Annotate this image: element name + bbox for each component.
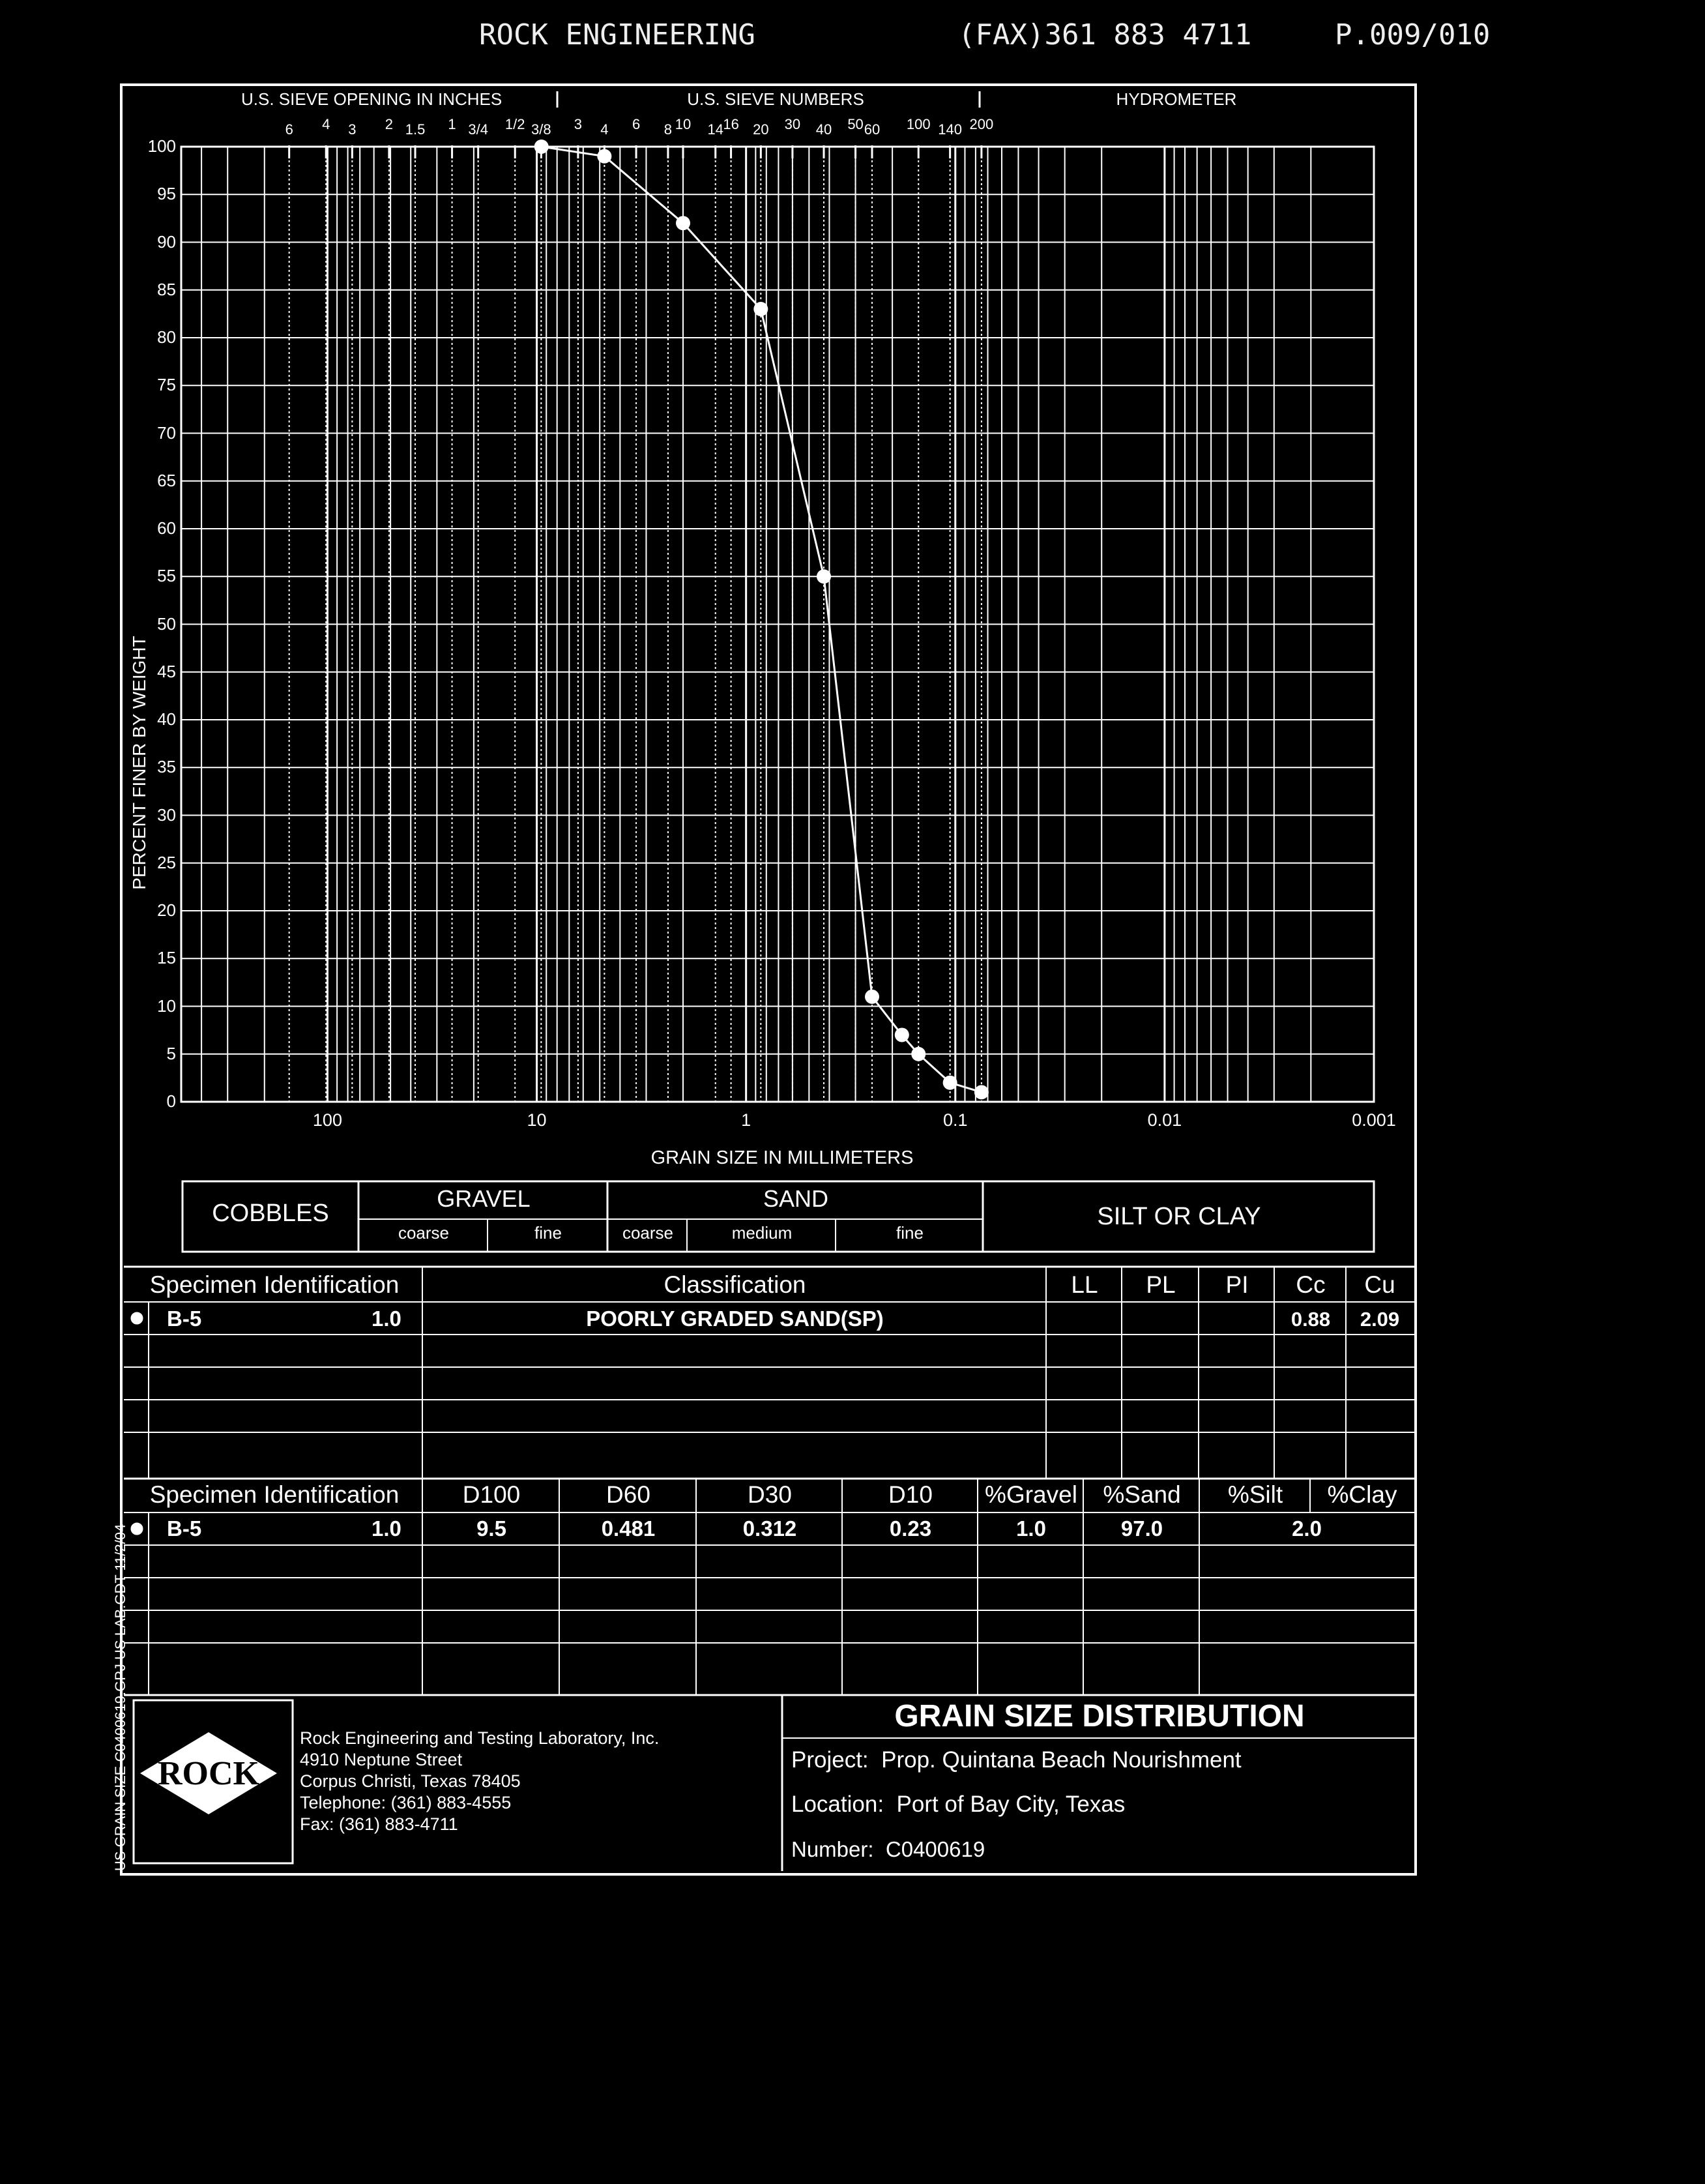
- rock-logo: [139, 1731, 278, 1816]
- t1-row-specimen: B-5: [167, 1306, 202, 1331]
- x-tick-label-3: 0.1: [942, 1110, 968, 1130]
- t1-header-cc: Cc: [1296, 1271, 1326, 1298]
- sieve-label-6: 3/4: [468, 121, 488, 138]
- sieve-label-20: 60: [864, 121, 881, 138]
- silt-clay-label: SILT OR CLAY: [1097, 1203, 1261, 1230]
- sieve-label-13: 10: [675, 116, 692, 132]
- t2-row-d10: 0.23: [889, 1516, 932, 1541]
- t2-header-clay: %Clay: [1327, 1481, 1397, 1508]
- sieve-label-21: 100: [906, 116, 931, 132]
- sieve-label-17: 30: [784, 116, 801, 132]
- t2-header-gravel: %Gravel: [985, 1481, 1077, 1508]
- sieve-label-15: 16: [723, 116, 739, 132]
- sand-fine-label: fine: [896, 1223, 924, 1243]
- y-tick-label-10: 10: [157, 996, 176, 1016]
- sieve-label-5: 1: [448, 116, 456, 132]
- t2-header-d100: D100: [462, 1481, 521, 1508]
- y-tick-label-70: 70: [157, 422, 176, 443]
- t1-header-classification: Classification: [663, 1271, 806, 1298]
- y-tick-label-80: 80: [157, 327, 176, 347]
- t2-header-d60: D60: [606, 1481, 650, 1508]
- y-tick-label-55: 55: [157, 566, 176, 586]
- fax-header-number: (FAX)361 883 4711: [958, 18, 1252, 52]
- x-axis-label: GRAIN SIZE IN MILLIMETERS: [650, 1147, 914, 1168]
- y-tick-label-90: 90: [157, 231, 176, 252]
- location-value: Port of Bay City, Texas: [896, 1792, 1126, 1817]
- section-hydrometer: HYDROMETER: [1116, 89, 1237, 109]
- sieve-label-0: 6: [285, 121, 293, 138]
- gravel-fine-label: fine: [534, 1223, 562, 1243]
- sieve-label-14: 14: [707, 121, 723, 138]
- y-tick-label-60: 60: [157, 518, 176, 538]
- data-point-4: [817, 569, 831, 583]
- y-tick-label-40: 40: [157, 709, 176, 729]
- x-tick-label-2: 1: [741, 1110, 751, 1130]
- y-tick-label-30: 30: [157, 804, 176, 825]
- number-label: Number:: [791, 1837, 874, 1861]
- data-point-1: [597, 149, 611, 164]
- t2-row-silt-clay: 2.0: [1292, 1516, 1322, 1541]
- t1-header-cu: Cu: [1364, 1271, 1395, 1298]
- outer-frame: [121, 85, 1416, 1874]
- data-point-6: [895, 1027, 909, 1042]
- t2-row-marker-dot: [131, 1523, 143, 1535]
- fax-header-page: P.009/010: [1335, 18, 1491, 52]
- sieve-label-19: 50: [847, 116, 864, 132]
- y-tick-label-35: 35: [157, 757, 176, 777]
- company-phone: Telephone: (361) 883-4555: [300, 1793, 512, 1812]
- t2-row-sand: 97.0: [1120, 1516, 1163, 1541]
- data-point-2: [676, 216, 690, 230]
- data-point-0: [534, 140, 549, 154]
- data-point-9: [974, 1085, 989, 1099]
- gravel-label: GRAVEL: [437, 1185, 531, 1212]
- sieve-label-10: 4: [600, 121, 609, 138]
- sand-coarse-label: coarse: [622, 1223, 674, 1243]
- location-label: Location:: [791, 1792, 884, 1817]
- y-tick-label-95: 95: [157, 184, 176, 204]
- sieve-label-2: 3: [348, 121, 357, 138]
- t2-header-d10: D10: [888, 1481, 933, 1508]
- sieve-label-16: 20: [753, 121, 769, 138]
- data-point-5: [865, 990, 879, 1004]
- gravel-coarse-label: coarse: [398, 1223, 450, 1243]
- t1-row-cu: 2.09: [1360, 1308, 1400, 1331]
- data-point-7: [911, 1047, 925, 1061]
- sieve-label-8: 3/8: [531, 121, 551, 138]
- t1-row-marker-dot: [131, 1312, 143, 1324]
- t2-row-depth: 1.0: [372, 1516, 401, 1541]
- t1-row-depth: 1.0: [372, 1306, 401, 1331]
- y-tick-label-65: 65: [157, 470, 176, 490]
- chart-grid: [181, 147, 1374, 1102]
- sieve-label-9: 3: [574, 116, 582, 132]
- location-line: [791, 1792, 1125, 1818]
- sand-medium-label: medium: [731, 1223, 793, 1243]
- y-tick-label-25: 25: [157, 852, 176, 872]
- company-fax: Fax: (361) 883-4711: [300, 1814, 458, 1834]
- t2-row-d100: 9.5: [476, 1516, 506, 1541]
- y-tick-label-20: 20: [157, 900, 176, 920]
- y-tick-label-85: 85: [157, 279, 176, 299]
- y-tick-label-5: 5: [166, 1043, 176, 1063]
- y-tick-label-75: 75: [157, 375, 176, 395]
- y-tick-label-0: 0: [166, 1091, 176, 1111]
- cobbles-label: COBBLES: [212, 1200, 329, 1227]
- sand-label: SAND: [763, 1185, 829, 1212]
- t1-row-classification: POORLY GRADED SAND(SP): [586, 1306, 884, 1331]
- company-info: [300, 1728, 659, 1835]
- sieve-label-12: 8: [663, 121, 673, 138]
- t2-header-specimen: Specimen Identification: [149, 1481, 400, 1508]
- x-tick-label-0: 100: [312, 1110, 342, 1130]
- project-line: [791, 1747, 1242, 1773]
- sieve-label-3: 2: [385, 116, 394, 132]
- project-label: Project:: [791, 1747, 869, 1773]
- t1-row-cc: 0.88: [1290, 1308, 1331, 1331]
- sieve-label-7: 1/2: [504, 116, 525, 132]
- rock-logo-text: ROCK: [158, 1755, 259, 1792]
- number-value: C0400619: [885, 1837, 985, 1861]
- t2-header-d30: D30: [748, 1481, 792, 1508]
- t2-header-silt: %Silt: [1227, 1481, 1283, 1508]
- section-sieve-inches: U.S. SIEVE OPENING IN INCHES: [241, 89, 503, 109]
- data-point-8: [943, 1076, 957, 1090]
- t1-header-pl: PL: [1146, 1271, 1176, 1298]
- sieve-label-11: 6: [632, 116, 641, 132]
- sieve-label-23: 200: [969, 116, 994, 132]
- company-street: 4910 Neptune Street: [300, 1750, 463, 1769]
- y-tick-label-15: 15: [157, 948, 176, 968]
- t1-header-pi: PI: [1225, 1271, 1249, 1298]
- fax-header-company: ROCK ENGINEERING: [479, 18, 755, 52]
- rock-logo-diamond: [139, 1731, 278, 1816]
- t2-row-specimen: B-5: [167, 1516, 202, 1541]
- company-name: Rock Engineering and Testing Laboratory, Inc.: [300, 1728, 660, 1748]
- t2-row-d60: 0.481: [601, 1516, 656, 1541]
- t1-header-specimen: Specimen Identification: [149, 1271, 400, 1298]
- t2-row-gravel: 1.0: [1016, 1516, 1046, 1541]
- t1-header-ll: LL: [1071, 1271, 1098, 1298]
- t2-header-sand: %Sand: [1103, 1481, 1181, 1508]
- y-tick-label-45: 45: [157, 661, 176, 681]
- sieve-label-22: 140: [938, 121, 962, 138]
- x-tick-label-1: 10: [527, 1110, 547, 1130]
- section-sieve-numbers: U.S. SIEVE NUMBERS: [687, 89, 864, 109]
- sieve-label-1: 4: [322, 116, 330, 132]
- data-point-3: [753, 302, 768, 316]
- sieve-label-18: 40: [815, 121, 832, 138]
- sieve-label-4: 1.5: [405, 121, 426, 138]
- t2-row-d30: 0.312: [742, 1516, 797, 1541]
- company-city: Corpus Christi, Texas 78405: [300, 1771, 521, 1791]
- side-file-label: US GRAIN SIZE C0400619.GPJ US LAB.GDT 11/2/04: [112, 1524, 128, 1871]
- x-tick-label-4: 0.01: [1147, 1110, 1182, 1130]
- number-line: [791, 1837, 985, 1862]
- y-tick-label-50: 50: [157, 613, 176, 634]
- y-axis-label: PERCENT FINER BY WEIGHT: [129, 636, 149, 890]
- project-value: Prop. Quintana Beach Nourishment: [881, 1747, 1242, 1773]
- report-title: GRAIN SIZE DISTRIBUTION: [894, 1699, 1305, 1734]
- x-tick-label-5: 0.001: [1352, 1110, 1396, 1130]
- y-tick-label-100: 100: [147, 136, 176, 156]
